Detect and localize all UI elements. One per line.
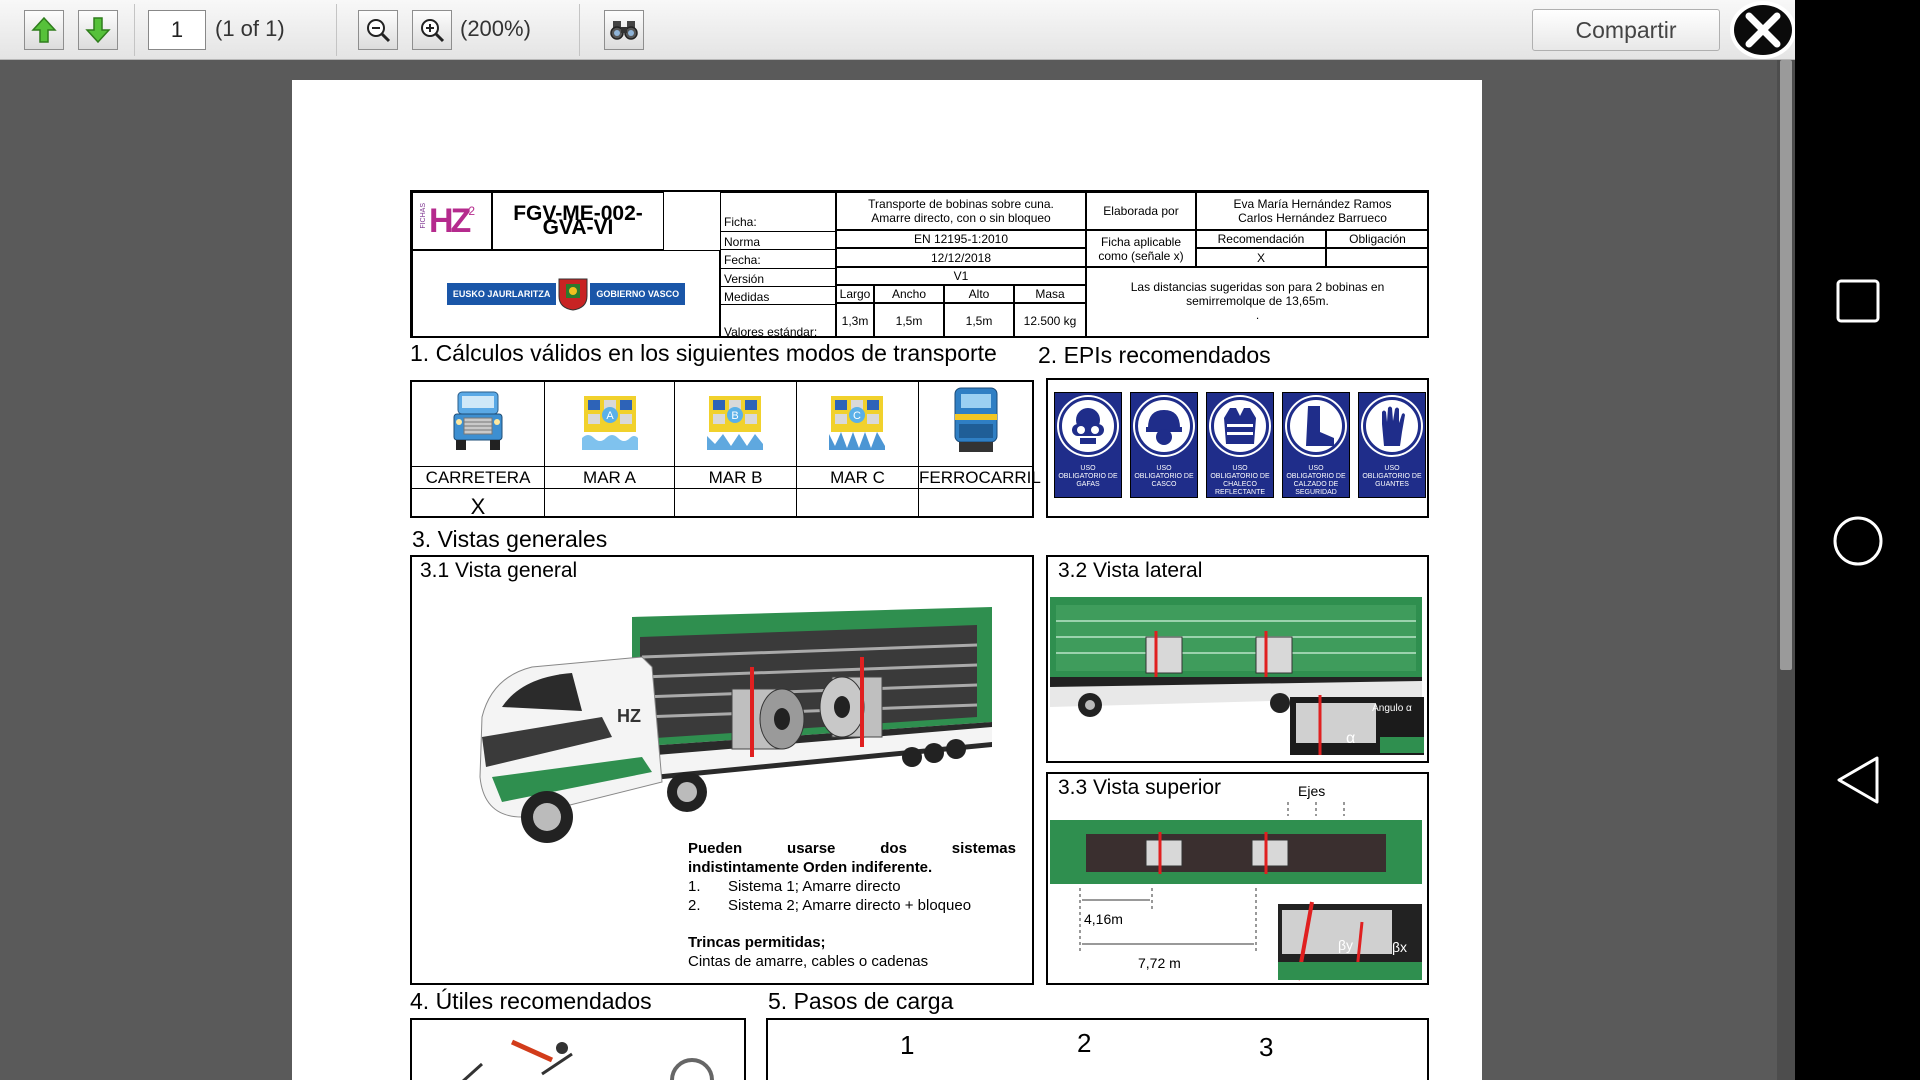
- trincas-title: Trincas permitidas;: [688, 934, 826, 951]
- ship-b-icon: [705, 388, 765, 454]
- step-2: 2: [1077, 1028, 1092, 1058]
- share-button[interactable]: Compartir: [1532, 9, 1720, 51]
- back-button[interactable]: [1833, 754, 1883, 806]
- beta-x-label: βx: [1392, 939, 1408, 955]
- utiles-panel: [410, 1018, 746, 1080]
- epis-panel: [1046, 378, 1429, 518]
- goggles-icon: [1066, 404, 1110, 448]
- carretera-mark: X: [470, 494, 486, 519]
- section-3-title: 3. Vistas generales: [412, 526, 608, 552]
- zoom-out-icon: [365, 17, 391, 43]
- epi-boots: USO OBLIGATORIO DE CALZADO DE SEGURIDAD: [1282, 392, 1350, 498]
- epi-vest: USO OBLIGATORIO DE CHALECO REFLECTANTE: [1206, 392, 1274, 498]
- distance-1: 4,16m: [1084, 911, 1123, 927]
- system-1: Sistema 1; Amarre directo: [728, 878, 901, 895]
- dim-largo: 1,3m: [836, 303, 874, 338]
- document-code: FGV-ME-002-GVA-VI: [492, 192, 664, 250]
- document-viewer[interactable]: [0, 60, 1777, 1080]
- home-button[interactable]: [1831, 514, 1885, 568]
- page-number-input[interactable]: 1: [148, 10, 206, 50]
- next-page-button[interactable]: [78, 10, 118, 50]
- epi-goggles: USO OBLIGATORIO DE GAFAS: [1054, 392, 1122, 498]
- systems-text-line2: indistintamente Orden indiferente.: [688, 859, 933, 876]
- close-icon: [1743, 10, 1783, 50]
- mode-ferrocarril: FERROCARRIL: [919, 382, 1032, 516]
- authors: Eva María Hernández Ramos Carlos Hernández Barrueco: [1196, 192, 1429, 230]
- svg-text:B: B: [731, 410, 739, 422]
- vertical-scrollbar[interactable]: [1777, 60, 1795, 1080]
- boots-icon: [1294, 404, 1338, 448]
- pasos-panel: [766, 1018, 1429, 1080]
- zoom-out-button[interactable]: [358, 10, 398, 50]
- mode-mar-c: C MAR C: [797, 382, 919, 516]
- alpha-label: α: [1346, 730, 1356, 747]
- section-5-title: 5. Pasos de carga: [768, 988, 954, 1014]
- tools-illustration: [442, 1034, 732, 1080]
- section-2-title: 2. EPIs recomendados: [1038, 342, 1271, 368]
- gov-logo: EUSKO JAURLARITZA GOBIERNO VASCO: [412, 250, 720, 338]
- svg-text:C: C: [853, 410, 861, 422]
- zoom-in-button[interactable]: [412, 10, 452, 50]
- recents-button[interactable]: [1835, 278, 1881, 324]
- binoculars-icon: [610, 18, 638, 42]
- scrollbar-thumb[interactable]: [1780, 60, 1792, 670]
- train-icon: [949, 386, 1003, 454]
- step-3: 3: [1259, 1032, 1274, 1062]
- dim-alto: 1,5m: [944, 303, 1014, 338]
- beta-y-label: βy: [1338, 937, 1354, 953]
- mode-mar-a: A MAR A: [545, 382, 675, 516]
- helmet-icon: [1142, 404, 1186, 448]
- top-view-illustration: [1050, 802, 1426, 984]
- truck-icon: [450, 388, 506, 454]
- dim-masa: 12.500 kg: [1014, 303, 1086, 338]
- section-4-title: 4. Útiles recomendados: [410, 988, 652, 1014]
- arrow-up-icon: [31, 16, 57, 44]
- section-1-title: 1. Cálculos válidos en los siguientes modos de transporte: [410, 340, 997, 366]
- mode-mar-b: B MAR B: [675, 382, 797, 516]
- page-count: (1 of 1): [215, 16, 285, 41]
- norma-value: EN 12195-1:2010: [836, 230, 1086, 248]
- recomendacion-mark: X: [1196, 248, 1326, 267]
- vista-general-panel: 3.1 Vista general HZ Pueden usarse dos sistemas indistintamente Orden indiferente. 1. Sistema 1; Amarre directo 2. Sistema 2; Amarre directo + bloqueo Trincas permitidas; Cintas de amarre, cables o cadenas: [410, 555, 1034, 985]
- distance-note: Las distancias sugeridas son para 2 bobinas en semirremolque de 13,65m. .: [1086, 267, 1429, 338]
- document-page: [292, 80, 1482, 1080]
- close-button[interactable]: [1730, 1, 1796, 59]
- transport-modes-table: [410, 380, 1041, 519]
- viewer-toolbar: [0, 0, 1795, 60]
- vista-lateral-panel: 3.2 Vista lateral Angulo α α: [1046, 555, 1429, 763]
- epi-gloves: USO OBLIGATORIO DE GUANTES: [1358, 392, 1426, 498]
- zoom-in-icon: [419, 17, 445, 43]
- find-button[interactable]: [604, 10, 644, 50]
- vest-icon: [1218, 404, 1262, 448]
- dim-ancho: 1,5m: [874, 303, 944, 338]
- ejes-label: Ejes: [1298, 783, 1326, 799]
- angle-label: Angulo α: [1372, 703, 1412, 714]
- systems-text-line1: Pueden usarse dos sistemas: [688, 840, 1016, 857]
- trincas-text: Cintas de amarre, cables o cadenas: [688, 953, 929, 970]
- coat-of-arms-icon: [556, 276, 590, 312]
- ficha-value: Transporte de bobinas sobre cuna. Amarre directo, con o sin bloqueo: [836, 192, 1086, 230]
- side-view-illustration: [1050, 597, 1426, 757]
- vista-superior-panel: 3.3 Vista superior Ejes 4,16m 7,72 m βy βx: [1046, 772, 1429, 985]
- hz-logo: FICHAS HZ 2: [412, 192, 492, 250]
- system-2: Sistema 2; Amarre directo + bloqueo: [728, 897, 972, 914]
- version-value: V1: [836, 267, 1086, 285]
- ship-a-icon: [580, 388, 640, 454]
- header-table: FICHAS HZ 2 FGV-ME-002-GVA-VI EUSKO JAURLARITZA GOBIERNO VASCO Ficha: Norma Fecha: Versión Medidas Valores estándar: Transporte de bobinas sobre cuna. Amarre directo, con o sin bloqueo EN 12195-1:2010 12/12/2018 V1 Largo Ancho Alto Masa 1,3m 1,5m 1,5m 12.500 kg Elaborada por Eva María Hernández Ramos Carlos Hernández Barrueco Ficha aplicable como (señale x) Recomendación Obligación X Las distancias sugeridas son para 2 bobinas en semirremolque de 13,65m. .: [410, 190, 1429, 338]
- zoom-level: (200%): [460, 16, 531, 41]
- android-nav-bar: [1795, 0, 1920, 1080]
- ship-c-icon: [827, 388, 887, 454]
- svg-text:A: A: [606, 410, 614, 422]
- distance-2: 7,72 m: [1138, 955, 1181, 971]
- svg-text:HZ: HZ: [617, 706, 641, 726]
- gloves-icon: [1370, 404, 1414, 448]
- step-1: 1: [900, 1030, 915, 1060]
- truck-3d-illustration: [462, 607, 1002, 867]
- previous-page-button[interactable]: [24, 10, 64, 50]
- fecha-value: 12/12/2018: [836, 248, 1086, 267]
- epi-helmet: USO OBLIGATORIO DE CASCO: [1130, 392, 1198, 498]
- arrow-down-icon: [85, 16, 111, 44]
- mode-carretera: CARRETERA X: [412, 382, 545, 516]
